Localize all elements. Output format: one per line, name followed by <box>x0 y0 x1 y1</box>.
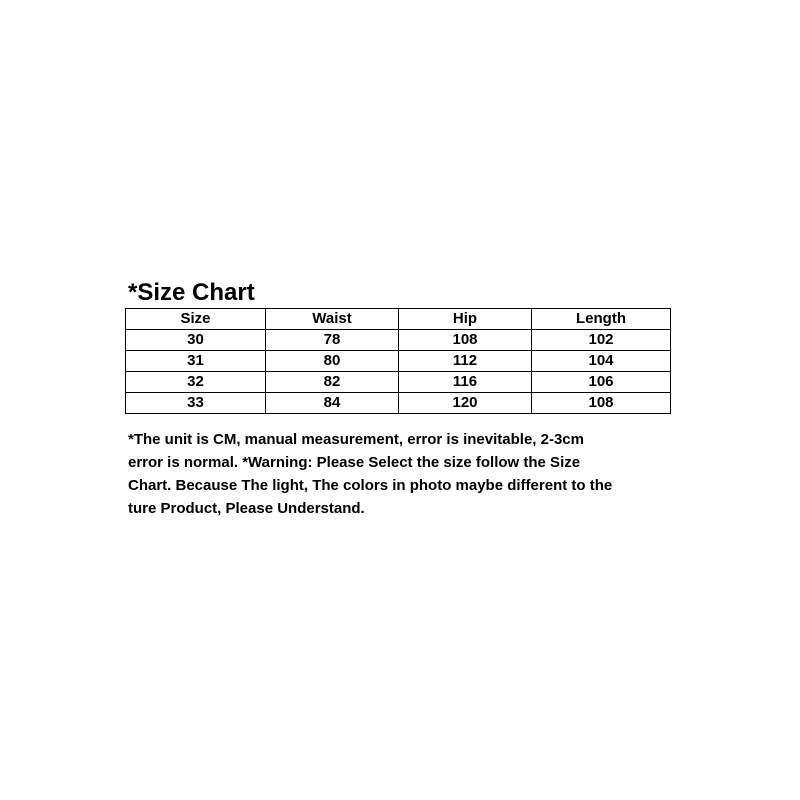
cell-waist: 82 <box>266 372 399 393</box>
cell-hip: 108 <box>399 330 532 351</box>
header-size: Size <box>126 309 266 330</box>
header-hip: Hip <box>399 309 532 330</box>
cell-hip: 112 <box>399 351 532 372</box>
note-line: Chart. Because The light, The colors in photo maybe different to the <box>128 477 613 494</box>
note-line: ture Product, Please Understand. <box>128 500 365 517</box>
cell-length: 106 <box>532 372 671 393</box>
table-row <box>126 351 671 372</box>
cell-hip: 120 <box>399 393 532 414</box>
cell-waist: 78 <box>266 330 399 351</box>
cell-size: 30 <box>126 330 266 351</box>
cell-length: 108 <box>532 393 671 414</box>
size-chart-title: *Size Chart <box>128 279 255 306</box>
table-row <box>126 372 671 393</box>
cell-hip: 116 <box>399 372 532 393</box>
cell-size: 31 <box>126 351 266 372</box>
cell-size: 33 <box>126 393 266 414</box>
table-row <box>126 393 671 414</box>
header-waist: Waist <box>266 309 399 330</box>
cell-length: 102 <box>532 330 671 351</box>
cell-waist: 84 <box>266 393 399 414</box>
note-line: error is normal. *Warning: Please Select the size follow the Size <box>128 454 581 471</box>
header-length: Length <box>532 309 671 330</box>
table-row <box>126 330 671 351</box>
cell-length: 104 <box>532 351 671 372</box>
table-header-row <box>126 309 671 330</box>
cell-waist: 80 <box>266 351 399 372</box>
note-line: *The unit is CM, manual measurement, error is inevitable, 2-3cm <box>128 431 584 448</box>
size-chart-table <box>125 308 671 414</box>
measurement-note <box>128 428 673 520</box>
cell-size: 32 <box>126 372 266 393</box>
